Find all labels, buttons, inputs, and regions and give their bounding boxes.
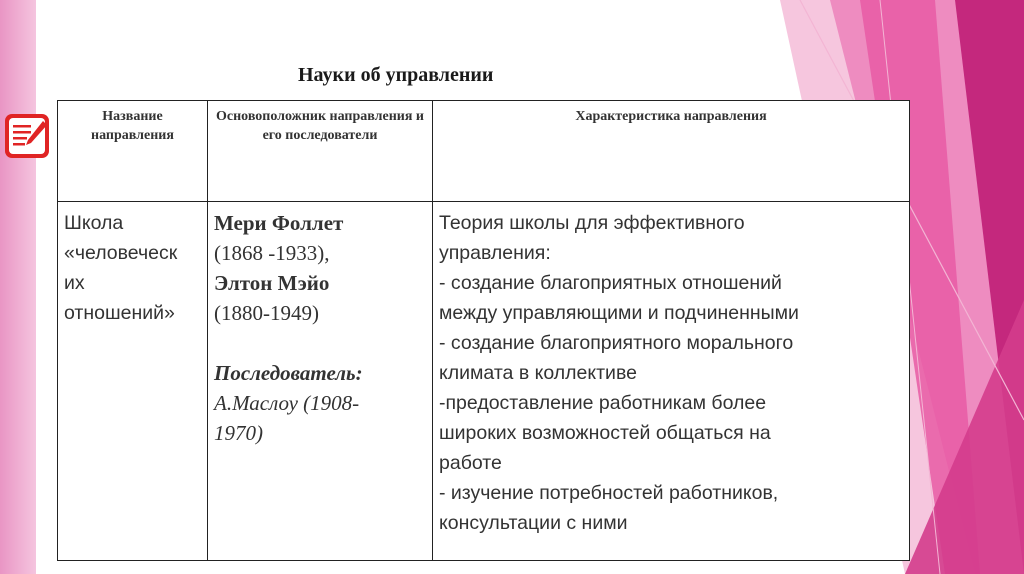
characteristic-line: - создание благоприятных отношений: [439, 272, 782, 294]
characteristic-line: между управляющими и подчиненными: [439, 302, 799, 324]
table-row: [58, 202, 910, 561]
characteristic-line: консультации с ними: [439, 512, 628, 534]
name-line: их: [64, 272, 85, 294]
characteristic-line: широких возможностей общаться на: [439, 422, 771, 444]
characteristic-line: -предоставление работникам более: [439, 392, 767, 414]
founder-name: Мери Фоллет: [214, 211, 344, 235]
cell-direction-name: [58, 202, 208, 561]
characteristic-line: работе: [439, 452, 502, 474]
cell-characteristic: [433, 202, 910, 561]
characteristic-line: Теория школы для эффективного: [439, 212, 745, 234]
header-direction-name: Название направления: [58, 101, 208, 202]
spacer: [214, 328, 426, 358]
header-founder: Основоположник направления и его последователи: [208, 101, 433, 202]
follower-label: Последователь:: [214, 361, 363, 385]
directions-table: [57, 100, 910, 561]
header-characteristic: Характеристика направления: [433, 101, 910, 202]
name-line: «человеческ: [64, 242, 178, 264]
founder-years: (1868 -1933),: [214, 241, 330, 265]
edit-document-icon[interactable]: [3, 112, 51, 160]
cell-founders: [208, 202, 433, 561]
founder-name: Элтон Мэйо: [214, 271, 330, 295]
follower-years: 1970): [214, 421, 263, 445]
name-line: отношений»: [64, 302, 175, 324]
founder-years: (1880-1949): [214, 301, 319, 325]
follower-name: А.Маслоу (1908-: [214, 391, 360, 415]
page-title: Науки об управлении: [298, 64, 494, 86]
table-header-row: [58, 101, 910, 202]
name-line: Школа: [64, 212, 124, 234]
characteristic-line: управления:: [439, 242, 551, 264]
characteristic-line: климата в коллективе: [439, 362, 637, 384]
characteristic-line: - создание благоприятного морального: [439, 332, 794, 354]
characteristic-line: - изучение потребностей работников,: [439, 482, 779, 504]
